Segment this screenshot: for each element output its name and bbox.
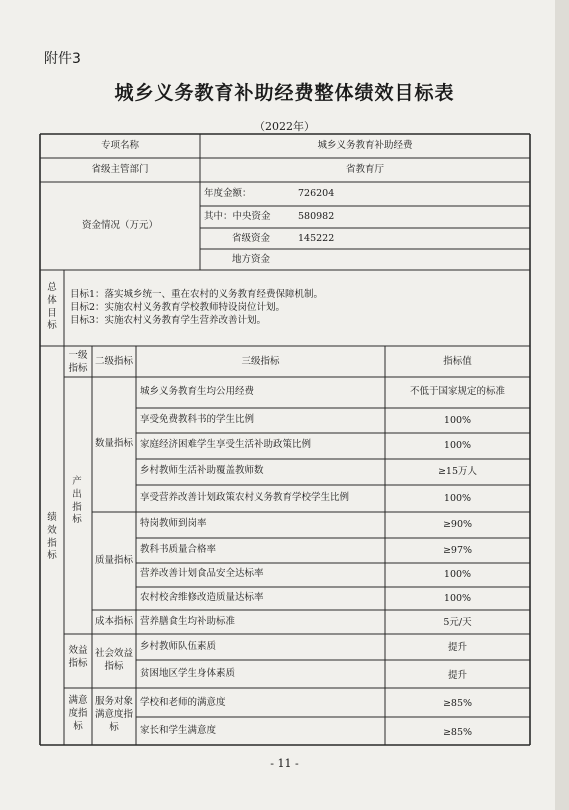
table-row-value: ≥90% [442,519,473,530]
central-funds-value: 580982 [298,211,335,222]
attachment-label: 附件3 [44,51,81,67]
annual-amount-label: 年度金额： [204,188,252,199]
social-benefit-label: 社会效益 指标 [94,648,133,672]
table-row-indicator: 特岗教师到岗率 [140,518,207,529]
table-row-value: ≥85% [442,698,473,709]
table-row-indicator: 贫困地区学生身体素质 [140,668,236,679]
dept-label: 省级主管部门 [91,164,149,175]
table-row-indicator: 享受营养改善计划政策农村义务教育学校学生比例 [140,492,350,503]
table-row-indicator: 学校和老师的满意度 [140,697,226,708]
table-row-value: ≥85% [442,727,473,738]
central-funds-label: 其中：中央资金 [204,211,271,222]
table-row-value: 100% [443,415,472,426]
table-row-value: 100% [443,569,472,580]
table-row-indicator: 享受免费教科书的学生比例 [140,414,255,425]
satisfaction-indicators-label: 满意 度指 标 [68,695,88,732]
goal-item: 目标3：实施农村义务教育学生营养改善计划。 [70,314,267,326]
col-level1-header: 一级 指标 [68,350,88,374]
table-row-indicator: 营养膳食生均补助标准 [140,616,236,627]
output-indicators-label: 产 出 指 标 [72,476,82,526]
table-row-value: ≥15万人 [437,466,478,477]
table-row-value: 5元/天 [443,617,472,628]
quality-indicators-label: 质量指标 [94,555,133,566]
overall-goals-label: 总 体 目 标 [47,282,57,332]
table-row-indicator: 乡村教师队伍素质 [140,641,217,652]
table-row-indicator: 农村校舍维修改造质量达标率 [140,592,264,603]
provincial-funds-label: 省级资金 [232,233,271,244]
benefit-indicators-label: 效益 指标 [68,645,88,669]
project-name-label: 专项名称 [100,140,139,151]
table-row-value: 100% [443,493,472,504]
col-level3-header: 三级指标 [241,356,280,367]
table-row-indicator: 乡村教师生活补助覆盖教师数 [140,465,264,476]
table-row-value: 提升 [447,670,467,681]
year-label: （2022年） [254,120,315,133]
goal-item: 目标1：落实城乡统一、重在农村的义务教育经费保障机制。 [70,289,324,300]
performance-indicators-label: 绩 效 指 标 [47,512,57,562]
col-level2-header: 二级指标 [94,356,133,367]
table-row-value: 提升 [447,642,467,653]
annual-amount-value: 726204 [298,188,335,199]
table-row-value: ≥97% [442,545,473,556]
project-name-value: 城乡义务教育补助经费 [317,140,413,151]
table-row-indicator: 家庭经济困难学生享受生活补助政策比例 [140,439,312,450]
service-satisfaction-label: 服务对象 满意度指 标 [94,696,133,733]
quantity-indicators-label: 数量指标 [94,438,133,449]
table-row-indicator: 城乡义务教育生均公用经费 [140,386,255,397]
cost-indicators-label: 成本指标 [94,616,133,627]
local-funds-label: 地方资金 [232,254,271,265]
table-row-indicator: 营养改善计划食品安全达标率 [140,568,264,579]
table-row-value: 100% [443,593,472,604]
goals-list [70,289,323,327]
dept-value: 省教育厅 [345,164,384,175]
table-row-value: 100% [443,440,472,451]
goal-item: 目标2：实施农村义务教育学校教师特设岗位计划。 [70,301,286,313]
funds-label: 资金情况（万元） [81,220,158,231]
col-value-header: 指标值 [443,356,472,367]
table-row-value: 不低于国家规定的标准 [409,386,505,397]
page-number: - 11 - [270,757,299,770]
table-row-indicator: 家长和学生满意度 [140,725,217,736]
table-row-indicator: 教科书质量合格率 [140,544,217,555]
document-title: 城乡义务教育补助经费整体绩效目标表 [114,82,455,104]
provincial-funds-value: 145222 [298,233,335,244]
